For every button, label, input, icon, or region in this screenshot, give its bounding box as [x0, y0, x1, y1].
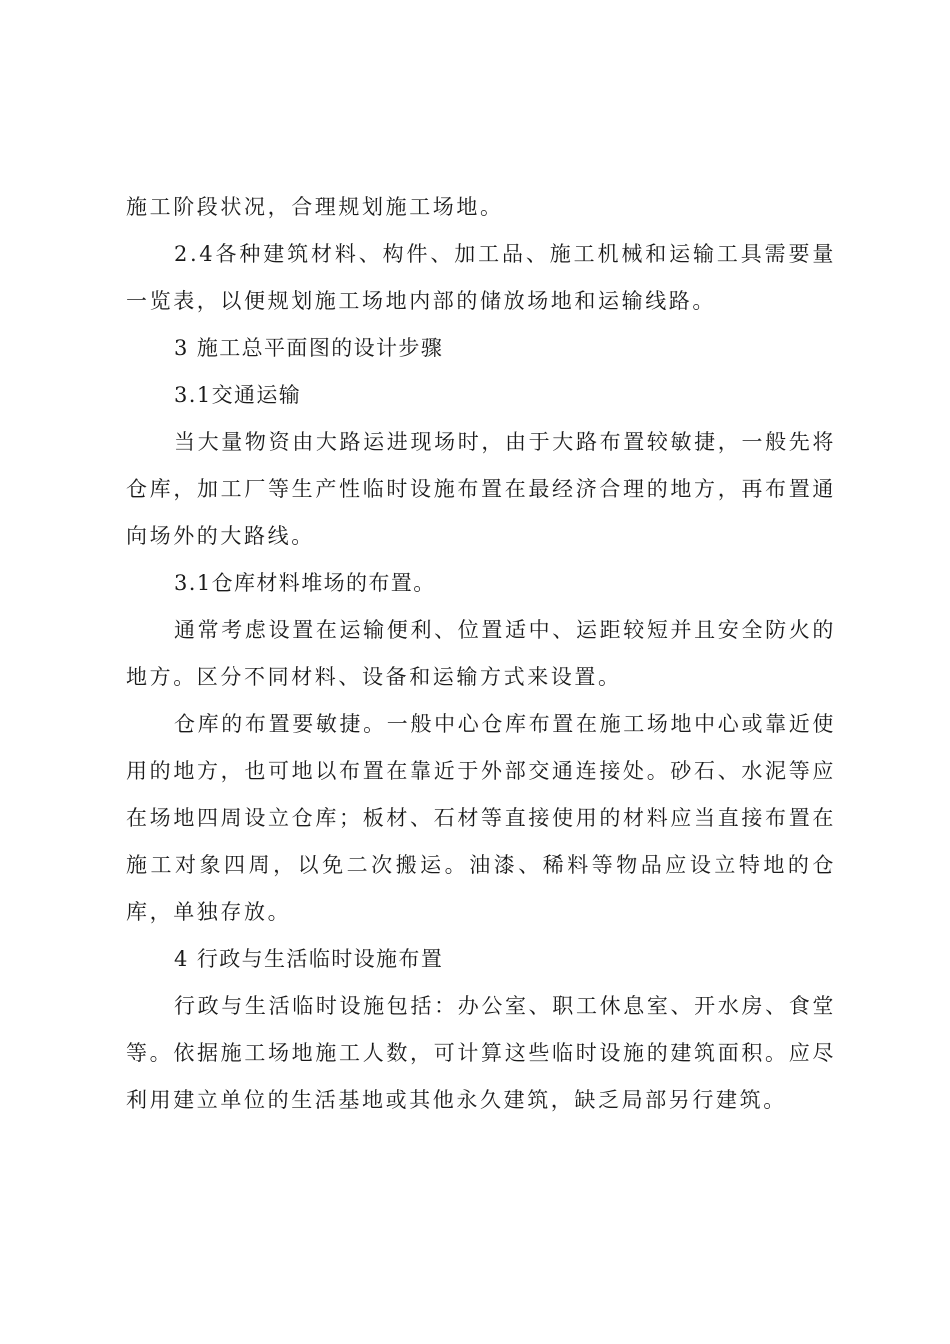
paragraph-warehouse-location: 通常考虑设置在运输便利、位置适中、运距较短并且安全防火的地方。区分不同材料、设备和运输方式来设置。 — [126, 618, 836, 689]
subsection-heading-warehouse: 3.1仓库材料堆场的布置。 — [174, 571, 436, 595]
section-heading-design-steps: 3 施工总平面图的设计步骤 — [174, 336, 444, 360]
subsection-heading-transport: 3.1交通运输 — [174, 383, 302, 407]
paragraph-materials-list: 2.4各种建筑材料、构件、加工品、施工机械和运输工具需要量一览表，以便规划施工场地内部的储放场地和运输线路。 — [126, 242, 836, 313]
paragraph-admin-facilities: 行政与生活临时设施包括：办公室、职工休息室、开水房、食堂等。依据施工场地施工人数，可计算这些临时设施的建筑面积。应尽利用建立单位的生活基地或其他永久建筑，缺乏局部另行建筑。 — [126, 994, 836, 1112]
paragraph-warehouse-layout: 仓库的布置要敏捷。一般中心仓库布置在施工场地中心或靠近使用的地方，也可地以布置在靠近于外部交通连接处。砂石、水泥等应在场地四周设立仓库；板材、石材等直接使用的材料应当直接布置在施工对象四周，以免二次搬运。油漆、稀料等物品应设立特地的仓库，单独存放。 — [126, 712, 836, 924]
document-body — [126, 184, 836, 1124]
section-heading-admin-facilities: 4 行政与生活临时设施布置 — [174, 947, 444, 971]
paragraph-transport: 当大量物资由大路运进现场时，由于大路布置较敏捷，一般先将仓库，加工厂等生产性临时设施布置在最经济合理的地方，再布置通向场外的大路线。 — [126, 430, 836, 548]
paragraph-continuation: 施工阶段状况，合理规划施工场地。 — [126, 195, 504, 219]
